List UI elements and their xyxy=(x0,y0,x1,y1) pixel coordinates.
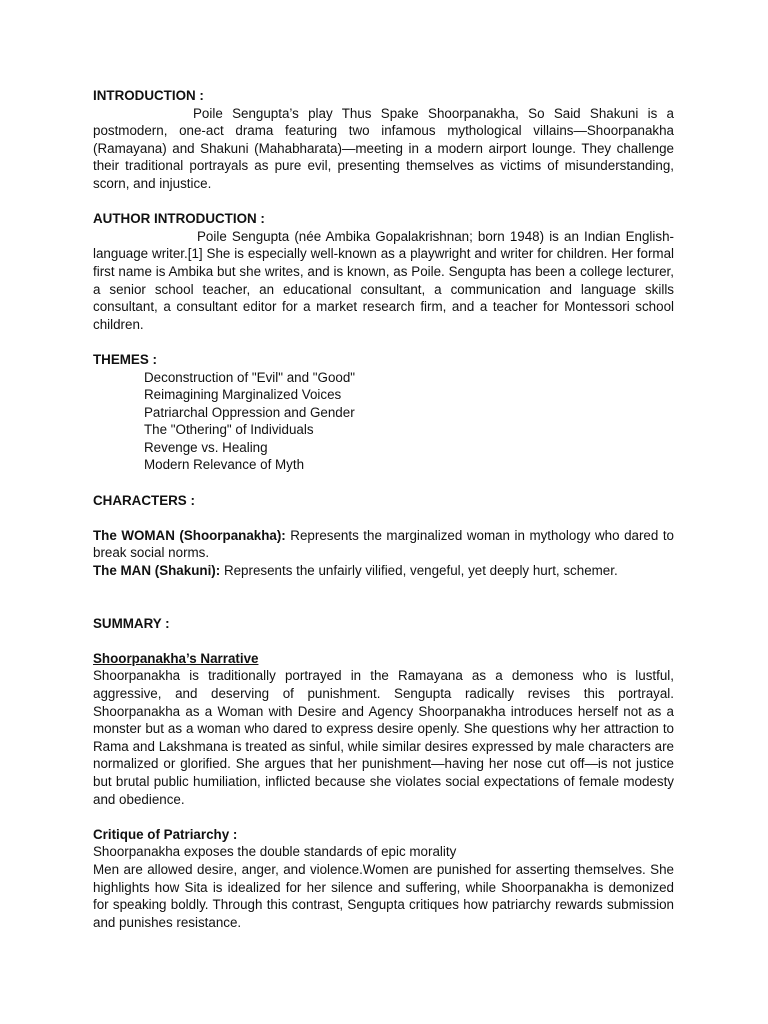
summary-heading: SUMMARY : xyxy=(93,615,170,631)
character-man xyxy=(93,562,674,580)
character-man-text: Represents the unfairly vilified, vengeful, yet deeply hurt, schemer. xyxy=(220,563,618,579)
introduction-heading: INTRODUCTION : xyxy=(93,88,204,103)
critique-line: Shoorpanakha exposes the double standards of epic morality xyxy=(93,844,457,860)
critique-paragraph: Men are allowed desire, anger, and violence.Women are punished for asserting themselves. She highlights how Sita is idealized for her silence and suffering, while Shoorpanakha is demonized for speaking boldly. Through this contrast, Sengupta critiques how patriarchy rewards submission and punishes resistance. xyxy=(93,861,674,930)
character-man-label: The MAN (Shakuni): xyxy=(93,563,221,579)
characters-heading: CHARACTERS : xyxy=(93,492,195,508)
critique-heading: Critique of Patriarchy : xyxy=(93,826,238,842)
character-woman-text: Represents the marginalized woman in mythology who dared to break social norms. xyxy=(93,527,675,561)
narrative-heading: Shoorpanakha’s Narrative xyxy=(93,650,259,666)
narrative-paragraph: Shoorpanakha is traditionally portrayed in the Ramayana as a demoness who is lustful, aggressive, and deserving of punishment. Sengupta radically revises this portrayal. Shoorpanakha as a Woman with Desire and Agency Shoorpanakha introduces herself not as a monster but as a woman who dared to express desire openly. She questions why her attraction to Rama and Lakshmana is treated as sinful, while similar desires expressed by male characters are normalized or glorified. She argues that her punishment—having her nose cut off—is not justice but brutal public humiliation, inflicted because she violates social expectations of female modesty and obedience. xyxy=(93,668,674,807)
theme-item: The "Othering" of Individuals xyxy=(144,422,314,438)
theme-item: Revenge vs. Healing xyxy=(144,439,268,455)
theme-item: Deconstruction of "Evil" and "Good" xyxy=(144,369,356,385)
themes-list xyxy=(93,369,674,475)
theme-item: Modern Relevance of Myth xyxy=(144,457,305,473)
theme-item: Patriarchal Oppression and Gender xyxy=(144,404,355,420)
author-heading: AUTHOR INTRODUCTION : xyxy=(93,211,265,227)
character-woman-label: The WOMAN (Shoorpanakha): xyxy=(93,527,286,543)
themes-heading: THEMES : xyxy=(93,351,157,367)
theme-item: Reimagining Marginalized Voices xyxy=(144,387,342,403)
character-woman xyxy=(93,527,674,562)
introduction-paragraph: Poile Sengupta’s play Thus Spake Shoorpanakha, So Said Shakuni is a postmodern, one-act drama featuring two infamous mythological villains—Shoorpanakha (Ramayana) and Shakuni (Mahabharata)—meeting in a modern airport lounge. They challenge their traditional portrayals as pure evil, presenting themselves as victims of misunderstanding, scorn, and injustice. xyxy=(93,105,674,191)
author-paragraph: Poile Sengupta (née Ambika Gopalakrishnan; born 1948) is an Indian English-language writer.[1] She is especially well-known as a playwright and writer for children. Her formal first name is Ambika but she writes, and is known, as Poile. Sengupta has been a college lecturer, a senior school teacher, an educational consultant, a communication and language skills consultant, a consultant editor for a market research firm, and a teacher for Montessori school children. xyxy=(93,228,674,332)
